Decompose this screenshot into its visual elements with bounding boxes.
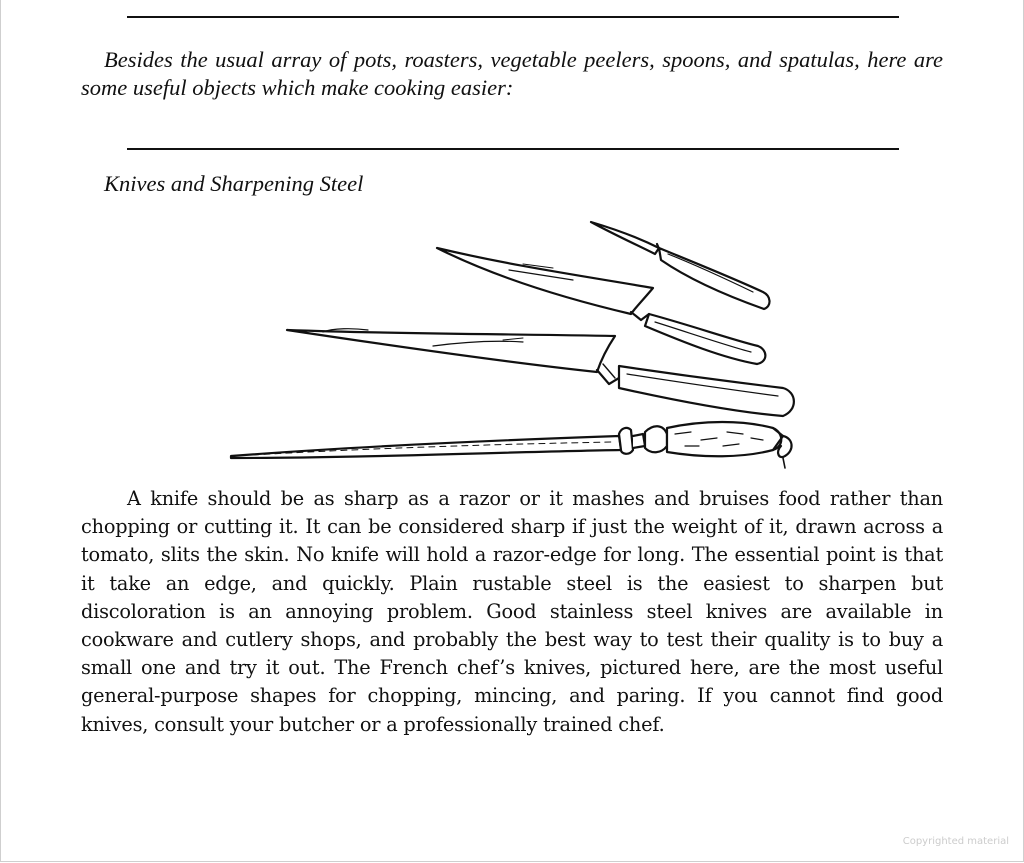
section-divider <box>127 148 899 150</box>
copyright-watermark: Copyrighted material <box>902 836 1009 847</box>
sharpening-steel-icon <box>231 422 792 468</box>
knives-illustration <box>223 214 809 486</box>
top-divider <box>127 16 899 18</box>
body-paragraph: A knife should be as sharp as a razor or it mashes and bruises food rather than chopping or cutting it. It can be considered sharp if just the weight of it, drawn across a tomato, slits the skin. No knife will hold a razor-edge for long. The essential point is that it take an edge, and quickly. Plain rustable steel is the easiest to sharpen but discoloration is an annoying problem. Good stainless steel knives are available in cookware and cutlery shops, and probably the best way to test their quality is to buy a small one and try it out. The French chef’s knives, pictured here, are the most useful general-purpose shapes for chopping, mincing, and paring. If you cannot find good knives, consult your butcher or a professionally trained chef. <box>81 487 943 736</box>
intro-paragraph: Besides the usual array of pots, roasters, vegetable peelers, spoons, and spatulas, here are some useful objects which make cooking easier: <box>81 47 943 100</box>
section-title: Knives and Sharpening Steel <box>104 171 364 196</box>
